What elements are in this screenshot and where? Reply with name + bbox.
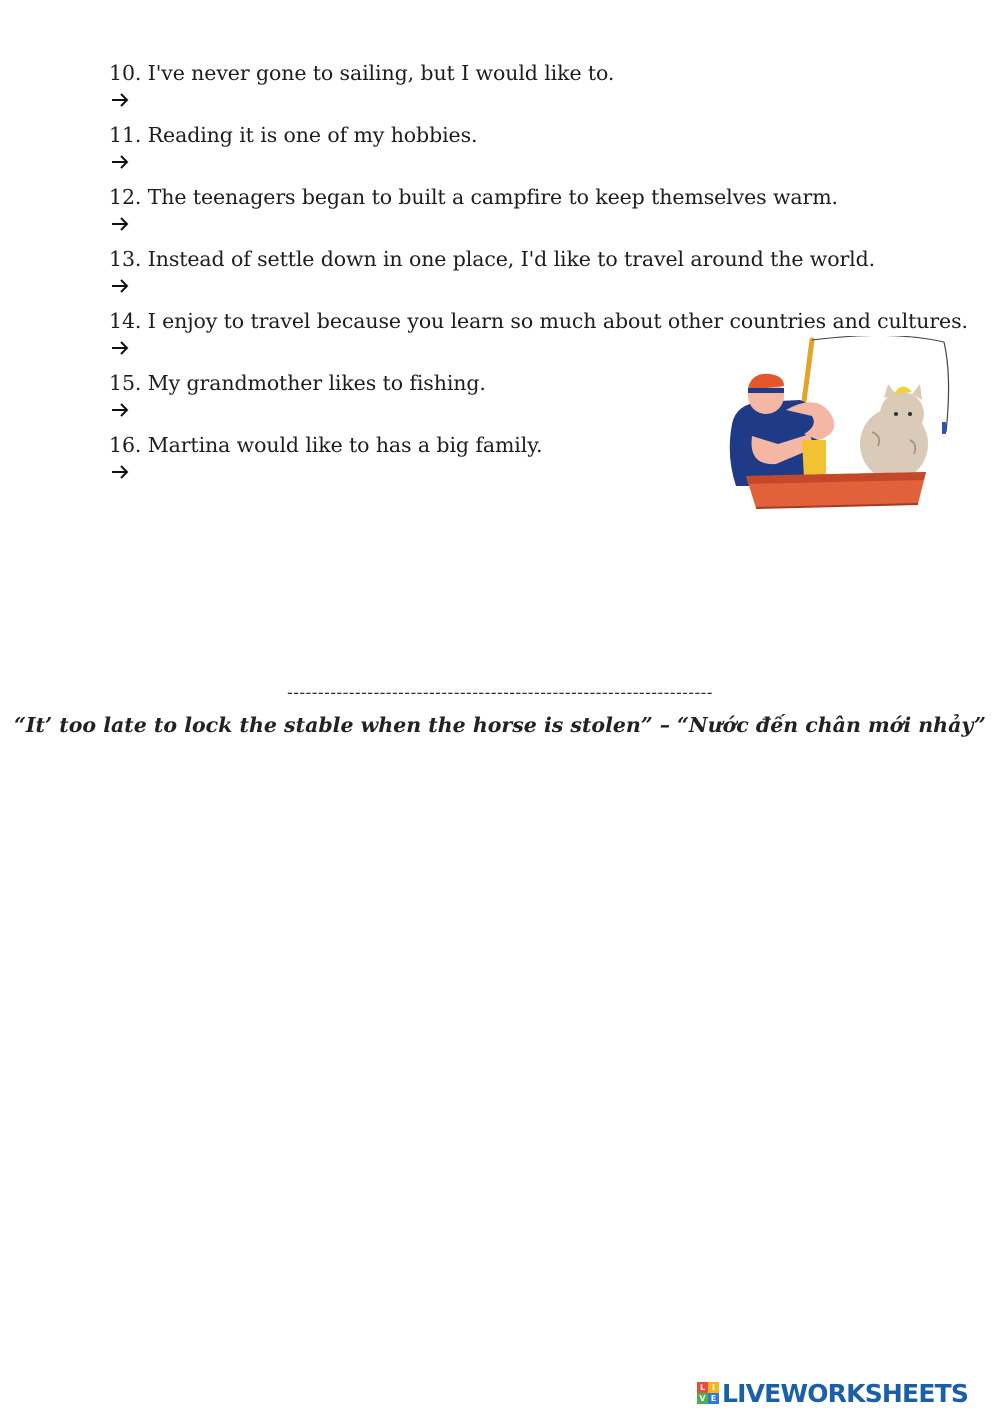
right-arrow-icon [109,399,131,421]
exercise-sentence: 13. Instead of settle down in one place, I'd like to travel around the world. [109,247,876,271]
exercise-sentence: 15. My grandmother likes to fishing. [109,371,486,395]
exercise-sentence: 14. I enjoy to travel because you learn so much about other countries and cultures. [109,309,968,333]
exercise-item [109,120,949,182]
exercise-sentence: 12. The teenagers began to built a campfire to keep themselves warm. [109,185,838,209]
liveworksheets-brand [697,1378,968,1408]
fishing-illustration [722,336,954,514]
proverb-quote: “It’ too late to lock the stable when the horse is stolen” – “Nước đến chân mới nhảy” [14,713,986,737]
exercise-sentence: 11. Reading it is one of my hobbies. [109,123,478,147]
liveworksheets-logo-icon [697,1382,719,1404]
logo-letter-l: L [697,1382,708,1393]
exercise-item [109,58,949,120]
right-arrow-icon [109,213,131,235]
brand-wordmark: LIVEWORKSHEETS [722,1378,969,1408]
logo-letter-v: V [697,1393,708,1404]
right-arrow-icon [109,151,131,173]
section-divider: --------------------------------------------------------------------- [287,683,713,702]
logo-letter-i: I [708,1382,719,1393]
exercise-item [109,182,949,244]
exercise-sentence: 16. Martina would like to has a big family. [109,433,543,457]
right-arrow-icon [109,461,131,483]
right-arrow-icon [109,89,131,111]
exercise-item [109,244,949,306]
exercise-sentence: 10. I've never gone to sailing, but I would like to. [109,61,615,85]
right-arrow-icon [109,337,131,359]
logo-letter-e: E [708,1393,719,1404]
right-arrow-icon [109,275,131,297]
